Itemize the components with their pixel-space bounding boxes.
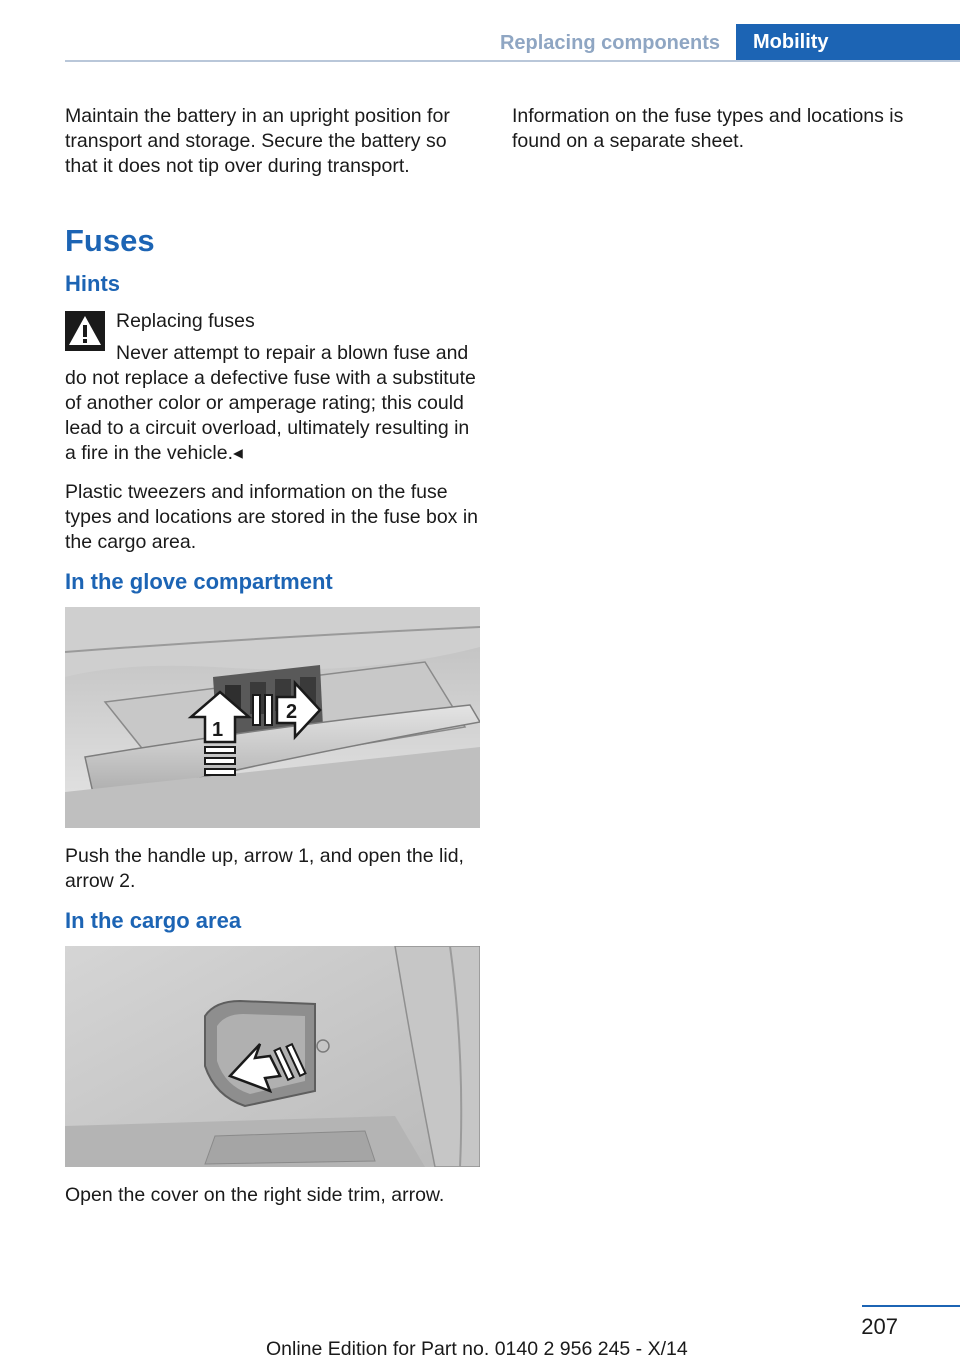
header-chapter-tab: Mobility [736, 24, 960, 61]
fuses-heading: Fuses [65, 223, 155, 258]
header-rule [65, 60, 960, 62]
edition-line: Online Edition for Part no. 0140 2 956 245 - X/14 [266, 1338, 688, 1360]
hints-heading: Hints [65, 271, 120, 296]
cargo-caption: Open the cover on the right side trim, arrow. [65, 1184, 445, 1206]
warning-triangle-icon [65, 311, 105, 351]
battery-paragraph: Maintain the battery in an upright position for transport and storage. Secure the battery so that it does not tip over during transport. [65, 105, 450, 177]
glove-figure-label-1: 1 [212, 719, 224, 741]
header-section-title: Replacing components [499, 32, 720, 54]
cargo-area-heading: In the cargo area [65, 908, 242, 933]
right-column [512, 104, 922, 168]
glove-figure-label-2: 2 [286, 701, 298, 723]
tweezers-paragraph: Plastic tweezers and information on the fuse types and locations are stored in the fuse box in the cargo area. [65, 481, 479, 553]
glove-caption: Push the handle up, arrow 1, and open the lid, arrow 2. [65, 845, 464, 892]
fuse-info-paragraph: Information on the fuse types and locations is found on a separate sheet. [512, 105, 904, 152]
footer-rule [862, 1305, 960, 1307]
glove-compartment-figure [65, 607, 480, 828]
warning-title: Replacing fuses [116, 310, 255, 332]
glove-compartment-heading: In the glove compartment [65, 569, 333, 594]
warning-block [65, 309, 480, 466]
page-number: 207 [861, 1314, 898, 1339]
warning-text: Never attempt to repair a blown fuse and do not replace a defective fuse with a substitute of another color or amperage rating; this could lead to a circuit overload, ultimately resulting in a fire in the vehicle.◂ [65, 342, 476, 464]
cargo-area-figure [65, 946, 480, 1167]
left-column [65, 104, 480, 1222]
